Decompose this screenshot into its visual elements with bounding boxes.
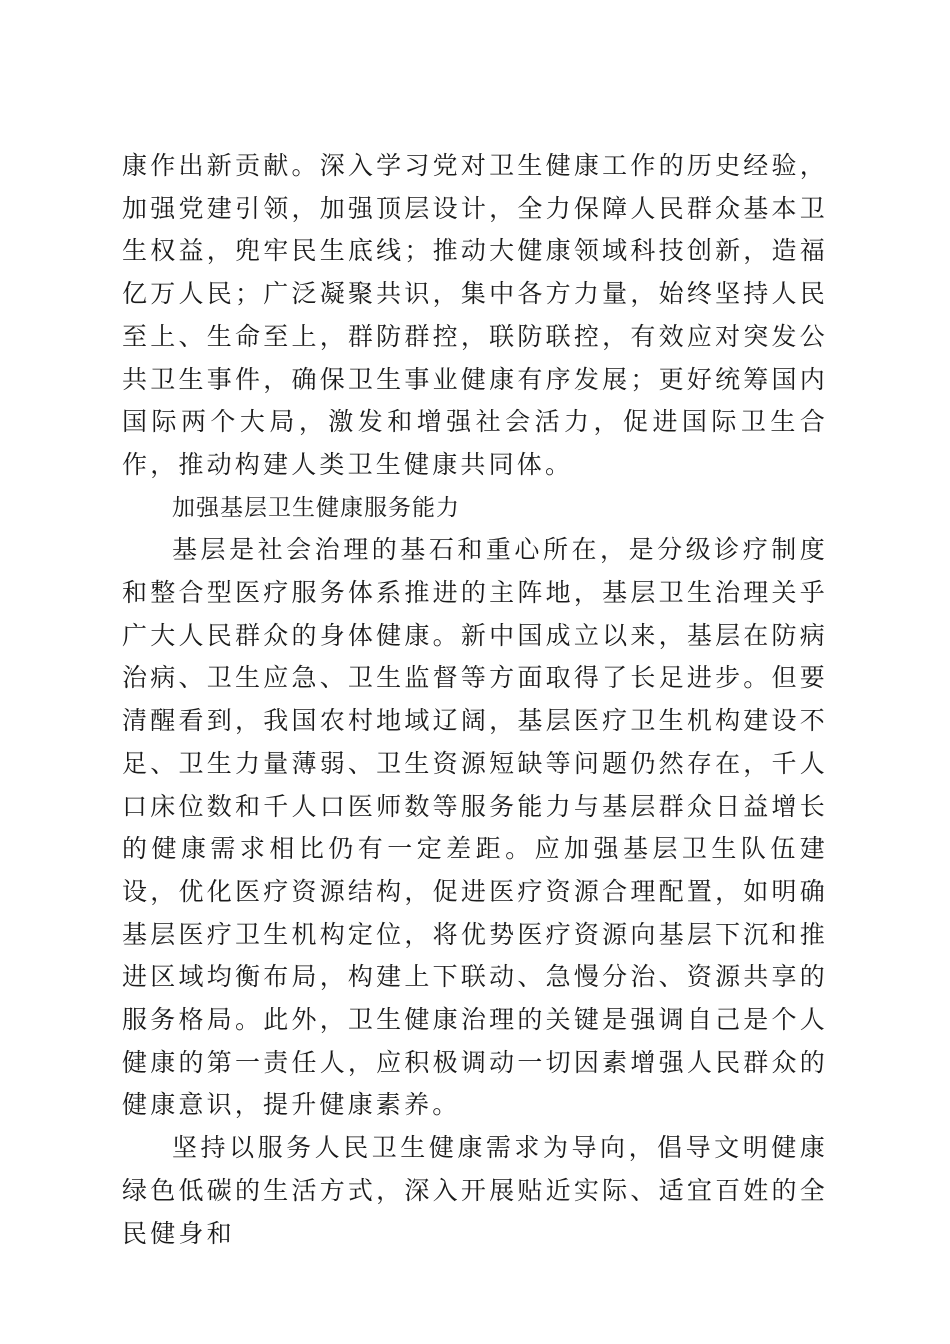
section-heading: 加强基层卫生健康服务能力 (172, 494, 460, 521)
paragraph-service-orientation: 坚持以服务人民卫生健康需求为导向，倡导文明健康绿色低碳的生活方式，深入开展贴近实际、适宜百姓的全民健身和 (122, 1133, 828, 1248)
document-body (122, 145, 828, 1255)
paragraph-continuation: 康作出新贡献。深入学习党对卫生健康工作的历史经验，加强党建引领，加强顶层设计，全力保障人民群众基本卫生权益，兜牢民生底线；推动大健康领域科技创新，造福亿万人民；广泛凝聚共识，集中各方力量，始终坚持人民至上、生命至上，群防群控，联防联控，有效应对突发公共卫生事件，确保卫生事业健康有序发展；更好统筹国内国际两个大局，激发和增强社会活力，促进国际卫生合作，推动构建人类卫生健康共同体。 (122, 151, 828, 479)
paragraph-grassroots-health: 基层是社会治理的基石和重心所在，是分级诊疗制度和整合型医疗服务体系推进的主阵地，基层卫生治理关乎广大人民群众的身体健康。新中国成立以来，基层在防病治病、卫生应急、卫生监督等方面取得了长足进步。但要清醒看到，我国农村地域辽阔，基层医疗卫生机构建设不足、卫生力量薄弱、卫生资源短缺等问题仍然存在，千人口床位数和千人口医师数等服务能力与基层群众日益增长的健康需求相比仍有一定差距。应加强基层卫生队伍建设，优化医疗资源结构，促进医疗资源合理配置，如明确基层医疗卫生机构定位，将优势医疗资源向基层下沉和推进区域均衡布局，构建上下联动、急慢分治、资源共享的服务格局。此外，卫生健康治理的关键是强调自己是个人健康的第一责任人，应积极调动一切因素增强人民群众的健康意识，提升健康素养。 (122, 535, 828, 1120)
